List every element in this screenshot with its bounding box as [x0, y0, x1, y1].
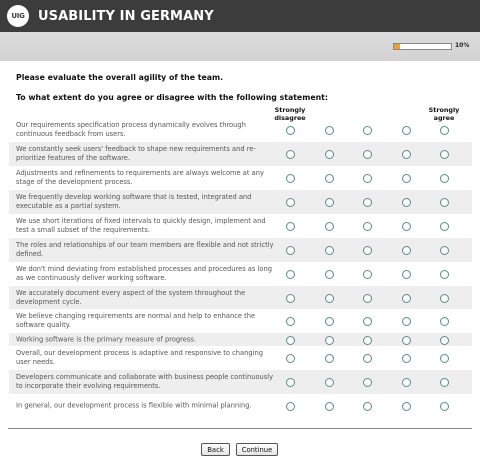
- back-button[interactable]: Back: [201, 443, 230, 456]
- likert-radio-4[interactable]: [402, 198, 411, 207]
- likert-radio-5[interactable]: [440, 174, 449, 183]
- likert-radio-4[interactable]: [402, 354, 411, 363]
- statement-row: [9, 370, 472, 394]
- likert-radio-3[interactable]: [363, 294, 372, 303]
- likert-radio-4[interactable]: [402, 294, 411, 303]
- progress-bar-fill: [394, 44, 400, 49]
- statement-text: Developers communicate and collaborate with business people continuously to incorporate their evolving requirements.: [16, 373, 274, 390]
- likert-radio-1[interactable]: [286, 294, 295, 303]
- likert-radio-3[interactable]: [363, 336, 372, 345]
- likert-radio-4[interactable]: [402, 126, 411, 135]
- likert-radio-2[interactable]: [325, 126, 334, 135]
- likert-radio-2[interactable]: [325, 150, 334, 159]
- statement-text: In general, our development process is flexible with minimal planning.: [16, 401, 252, 410]
- statement-text: Overall, our development process is adaptive and responsive to changing user needs.: [16, 349, 263, 366]
- likert-radio-5[interactable]: [440, 294, 449, 303]
- likert-radio-1[interactable]: [286, 222, 295, 231]
- likert-radio-2[interactable]: [325, 317, 334, 326]
- likert-radio-3[interactable]: [363, 378, 372, 387]
- statement-text: We constantly seek users' feedback to shape new requirements and re-prioritize features of the software.: [16, 145, 256, 162]
- likert-radio-1[interactable]: [286, 150, 295, 159]
- statement-row: [9, 333, 472, 346]
- footer-divider: [8, 428, 472, 429]
- statement-row: [9, 238, 472, 262]
- likert-radio-4[interactable]: [402, 150, 411, 159]
- statement-row: [9, 214, 472, 238]
- progress-bar: [393, 43, 452, 50]
- likert-radio-1[interactable]: [286, 174, 295, 183]
- likert-radio-1[interactable]: [286, 270, 295, 279]
- logo-text: UIG: [11, 12, 25, 20]
- likert-radio-3[interactable]: [363, 317, 372, 326]
- question-title: Please evaluate the overall agility of the team.: [16, 73, 224, 82]
- likert-radio-1[interactable]: [286, 198, 295, 207]
- likert-radio-3[interactable]: [363, 126, 372, 135]
- likert-radio-3[interactable]: [363, 402, 372, 411]
- header-title: USABILITY IN GERMANY: [38, 8, 214, 24]
- statement-row: [9, 190, 472, 214]
- likert-radio-1[interactable]: [286, 246, 295, 255]
- statement-row: [9, 166, 472, 190]
- likert-radio-4[interactable]: [402, 270, 411, 279]
- statement-row: [9, 262, 472, 286]
- likert-radio-5[interactable]: [440, 222, 449, 231]
- likert-radio-1[interactable]: [286, 336, 295, 345]
- likert-radio-2[interactable]: [325, 294, 334, 303]
- statement-row: [9, 118, 472, 142]
- likert-radio-5[interactable]: [440, 126, 449, 135]
- likert-radio-3[interactable]: [363, 174, 372, 183]
- likert-radio-5[interactable]: [440, 246, 449, 255]
- likert-radio-2[interactable]: [325, 402, 334, 411]
- likert-radio-5[interactable]: [440, 402, 449, 411]
- likert-radio-2[interactable]: [325, 378, 334, 387]
- statement-row: [9, 394, 472, 418]
- likert-radio-5[interactable]: [440, 270, 449, 279]
- likert-radio-2[interactable]: [325, 222, 334, 231]
- likert-radio-1[interactable]: [286, 354, 295, 363]
- statement-row: [9, 309, 472, 333]
- likert-radio-4[interactable]: [402, 402, 411, 411]
- continue-button[interactable]: Continue: [236, 443, 278, 456]
- likert-radio-3[interactable]: [363, 150, 372, 159]
- likert-radio-3[interactable]: [363, 270, 372, 279]
- statement-row: [9, 346, 472, 370]
- likert-radio-2[interactable]: [325, 354, 334, 363]
- likert-radio-2[interactable]: [325, 246, 334, 255]
- likert-radio-1[interactable]: [286, 317, 295, 326]
- scale-label-strongly-disagree: Strongly disagree: [274, 106, 306, 122]
- likert-radio-1[interactable]: [286, 402, 295, 411]
- likert-radio-4[interactable]: [402, 336, 411, 345]
- likert-radio-3[interactable]: [363, 222, 372, 231]
- likert-radio-4[interactable]: [402, 378, 411, 387]
- scale-label-strongly-agree: Strongly agree: [428, 106, 460, 122]
- progress-percent: 10%: [455, 42, 470, 49]
- likert-radio-4[interactable]: [402, 246, 411, 255]
- likert-radio-4[interactable]: [402, 174, 411, 183]
- likert-radio-5[interactable]: [440, 150, 449, 159]
- likert-radio-4[interactable]: [402, 222, 411, 231]
- likert-radio-5[interactable]: [440, 354, 449, 363]
- likert-radio-5[interactable]: [440, 198, 449, 207]
- statement-text: We don't mind deviating from established processes and procedures as long as we continuously deliver working software.: [16, 265, 272, 282]
- likert-radio-3[interactable]: [363, 354, 372, 363]
- statement-row: [9, 142, 472, 166]
- progress-band: [0, 32, 480, 61]
- likert-radio-1[interactable]: [286, 126, 295, 135]
- statement-text: We frequently develop working software that is tested, integrated and executable as a partial system.: [16, 193, 252, 210]
- likert-radio-2[interactable]: [325, 174, 334, 183]
- statement-text: The roles and relationships of our team members are flexible and not strictly defined.: [16, 241, 274, 258]
- likert-radio-2[interactable]: [325, 270, 334, 279]
- statement-text: Working software is the primary measure of progress.: [16, 335, 196, 343]
- statement-text: We believe changing requirements are normal and help to enhance the software quality.: [16, 312, 256, 329]
- statement-text: We use short iterations of fixed intervals to quickly design, implement and test a small subset of the requirements.: [16, 217, 266, 234]
- statement-text: Adjustments and refinements to requirements are always welcome at any stage of the development process.: [16, 169, 264, 186]
- likert-radio-5[interactable]: [440, 336, 449, 345]
- uig-logo: [7, 5, 29, 27]
- likert-radio-5[interactable]: [440, 378, 449, 387]
- statement-text: Our requirements specification process dynamically evolves through continuous feedback from users.: [16, 121, 246, 138]
- statement-text: We accurately document every aspect of the system throughout the development cycle.: [16, 288, 246, 306]
- likert-radio-3[interactable]: [363, 198, 372, 207]
- likert-radio-1[interactable]: [286, 378, 295, 387]
- likert-radio-5[interactable]: [440, 317, 449, 326]
- app-header: [0, 0, 480, 32]
- question-subtitle: To what extent do you agree or disagree with the following statement:: [16, 93, 329, 102]
- likert-radio-2[interactable]: [325, 336, 334, 345]
- likert-radio-4[interactable]: [402, 317, 411, 326]
- likert-radio-2[interactable]: [325, 198, 334, 207]
- statement-row: [9, 286, 472, 309]
- likert-radio-3[interactable]: [363, 246, 372, 255]
